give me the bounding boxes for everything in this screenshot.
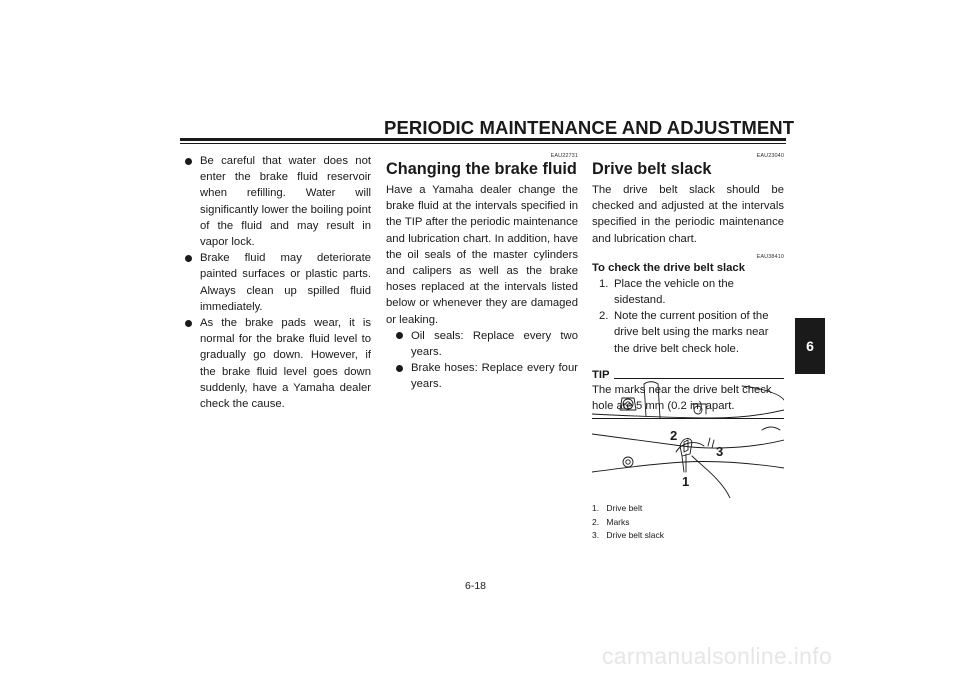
section-body: Have a Yamaha dealer change the brake fluid at the intervals specified in the TIP after the periodic maintenance and lubrication chart. In addition, have the oil seals of the master cylinders and calipers as well as the brake hoses replaced at the intervals listed below or whenever they are damaged or leaking. [386, 184, 578, 326]
header-rule-thin [180, 143, 786, 144]
caption-text: Drive belt [606, 503, 643, 513]
list-item: Brake fluid may deteriorate painted surfaces or plastic parts. Always clean up spilled fluid immediately. [183, 250, 371, 315]
middle-bullet-list [394, 328, 578, 393]
subsection-code: EAU38410 [756, 253, 784, 260]
watermark: carmanualsonline.info [602, 643, 833, 669]
section-heading: Drive belt slack [592, 160, 712, 178]
caption-number: 1. [592, 503, 600, 513]
section-code: EAU22731 [550, 153, 578, 159]
step-number: 1. [599, 277, 609, 290]
chapter-tab [795, 318, 825, 374]
section-body: The drive belt slack should be checked and adjusted at the intervals specified in the periodic maintenance and lubrication chart. [592, 184, 784, 245]
list-item: Be careful that water does not enter the brake fluid reservoir when refilling. Water will significantly lower the boiling point of the fluid and may result in vapor lock. [183, 153, 371, 250]
list-item [592, 276, 784, 308]
caption-item [592, 502, 664, 516]
header-rule [180, 138, 786, 141]
figure-captions [592, 502, 664, 543]
callout-1: 1 [682, 474, 690, 489]
left-column [183, 153, 371, 412]
left-bullet-list [183, 153, 371, 412]
section-code: EAU23040 [756, 153, 784, 159]
list-item: Brake hoses: Replace every four years. [394, 360, 578, 392]
caption-text: Marks [606, 516, 630, 527]
list-item: As the brake pads wear, it is normal for the brake fluid level to gradually go down. However, if the brake fluid level goes down suddenly, have a Yamaha dealer check the cause. [183, 315, 371, 412]
step-text: Note the current position of the drive belt using the marks near the drive belt check hole. [614, 310, 769, 355]
callout-2: 2 [670, 428, 678, 443]
caption-number: 2. [592, 516, 600, 527]
drive-belt-figure [592, 380, 784, 498]
page-number: 6-18 [465, 580, 487, 592]
subsection-heading: To check the drive belt slack [592, 261, 745, 274]
list-item [592, 308, 784, 357]
list-item: Oil seals: Replace every two years. [394, 328, 578, 360]
drive-belt-illustration [592, 380, 784, 498]
caption-number: 3. [592, 530, 600, 541]
chapter-tab-label: 6 [806, 338, 814, 354]
caption-item [592, 516, 664, 530]
tip-text: The marks near the drive belt check hole are 5 mm (0.2 in) apart. [592, 383, 772, 413]
callout-3: 3 [716, 444, 724, 459]
steps-list [592, 276, 784, 357]
middle-column [386, 153, 578, 393]
caption-item [592, 529, 664, 543]
step-text: Place the vehicle on the sidestand. [614, 277, 734, 307]
tip-label: TIP [592, 368, 610, 381]
tip-rule [614, 378, 784, 379]
page-title: PERIODIC MAINTENANCE AND ADJUSTMENT [384, 117, 795, 138]
caption-text: Drive belt slack [606, 530, 665, 541]
step-number: 2. [599, 310, 609, 323]
section-heading: Changing the brake fluid [386, 160, 577, 178]
